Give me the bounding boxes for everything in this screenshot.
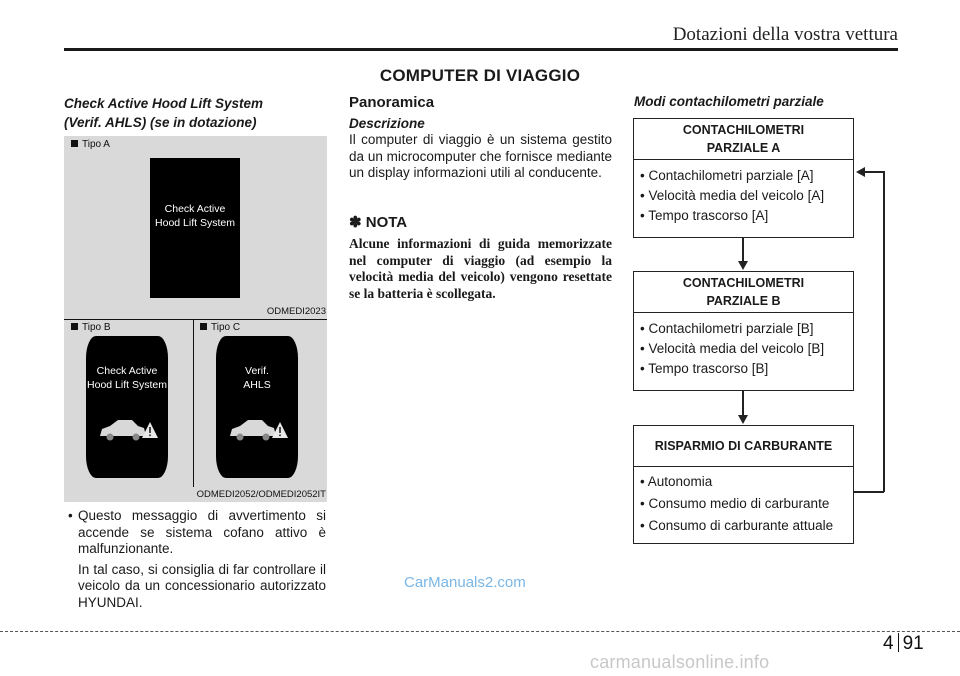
figure-code-top: ODMEDI2023 [266, 306, 326, 317]
figure-label-text: Tipo A [82, 139, 110, 150]
ahls-figure [64, 136, 327, 502]
ahls-title-line2: (Verif. AHLS) (se in dotazione) [64, 115, 257, 130]
description-paragraph: Il computer di viaggio è un sistema gestito da un microcomputer che fornisce mediante un display informazioni utili al conducente. [349, 132, 612, 180]
ahls-title [64, 94, 334, 132]
figure-divider-horizontal [64, 319, 327, 320]
page-number [883, 633, 924, 655]
ahls-title-line1: Check Active Hood Lift System [64, 96, 264, 111]
overview-title: Panoramica [349, 94, 435, 111]
ahls-bullet-text: Questo messaggio di avvertimento si accende se sistema cofano attivo è malfunzionante. [78, 508, 326, 556]
note-body: Alcune informazioni di guida memorizzate nel computer di viaggio (ad esempio la velocità media del veicolo) vengono resettate se la batteria è scollegata. [349, 236, 612, 301]
figure-label-text: Tipo B [82, 322, 111, 333]
header-rule [64, 48, 898, 51]
ahls-bullet-text2: In tal caso, si consiglia di far controllare il veicolo da un concessionario autorizzato HYUNDAI. [78, 561, 326, 610]
page-number-value: 91 [902, 633, 924, 654]
description-subtitle: Descrizione [349, 116, 425, 131]
section-title: COMPUTER DI VIAGGIO [379, 66, 581, 85]
figure-divider-vertical [193, 319, 194, 487]
trip-a-header-line1: CONTACHILOMETRI [682, 123, 805, 137]
square-bullet-icon [200, 323, 207, 330]
note-title: ✽ NOTA [349, 214, 408, 231]
trip-a-header [634, 119, 853, 160]
header-title: Dotazioni della vostra vettura [672, 24, 898, 45]
figure-label-tipo-a [71, 139, 110, 150]
fuel-economy-box [633, 425, 854, 544]
arrow-left-icon [856, 167, 865, 177]
figure-label-text: Tipo C [211, 322, 241, 333]
figure-label-tipo-b [71, 322, 111, 333]
fuel-economy-header: RISPARMIO DI CARBURANTE [634, 426, 853, 467]
trip-b-box [633, 271, 854, 391]
chapter-number: 4 [883, 633, 894, 654]
trip-b-header [634, 272, 853, 313]
screen-b-line2: Hood Lift System [87, 379, 167, 391]
arrow-down-icon [738, 261, 748, 270]
list-item: • Consumo medio di carburante [640, 496, 830, 511]
footer-site-watermark: carmanualsonline.info [590, 652, 770, 672]
loop-line-bottom [854, 491, 884, 493]
trip-a-items [634, 160, 853, 226]
list-item: • Tempo trascorso [A] [640, 208, 769, 223]
screen-b-line1: Check Active [96, 365, 158, 377]
list-item: • Contachilometri parziale [B] [640, 321, 814, 336]
footer-rule [0, 631, 960, 632]
fuel-economy-items [634, 467, 853, 537]
trip-b-items [634, 313, 853, 379]
screen-a-line1: Check Active [164, 203, 226, 215]
trip-modes-title: Modi contachilometri parziale [634, 94, 824, 109]
car-hood-warning-icon [96, 416, 160, 444]
screen-tipo-c [216, 336, 298, 478]
loop-line-top [864, 171, 884, 173]
arrow-b-to-c-line [742, 391, 744, 416]
screen-tipo-b [86, 336, 168, 478]
list-item: • Tempo trascorso [B] [640, 361, 769, 376]
arrow-a-to-b-line [742, 238, 744, 262]
square-bullet-icon [71, 323, 78, 330]
trip-a-header-line2: PARZIALE A [706, 141, 781, 155]
car-hood-warning-icon [226, 416, 290, 444]
trip-b-header-line2: PARZIALE B [706, 294, 781, 308]
screen-tipo-a [150, 158, 240, 298]
list-item: • Autonomia [640, 474, 713, 489]
trip-b-header-line1: CONTACHILOMETRI [682, 276, 805, 290]
trip-a-box [633, 118, 854, 238]
screen-a-line2: Hood Lift System [155, 217, 235, 229]
figure-code-bottom: ODMEDI2052/ODMEDI2052IT [196, 489, 326, 500]
arrow-down-icon [738, 415, 748, 424]
list-item: • Velocità media del veicolo [A] [640, 188, 825, 203]
figure-label-tipo-c [200, 322, 240, 333]
watermark: CarManuals2.com [404, 574, 526, 591]
bullet-dot: • [68, 508, 73, 523]
screen-c-line2: AHLS [243, 379, 271, 391]
list-item: • Contachilometri parziale [A] [640, 168, 814, 183]
list-item: • Consumo di carburante attuale [640, 518, 834, 533]
page-separator [898, 633, 899, 652]
square-bullet-icon [71, 140, 78, 147]
ahls-bullet [64, 508, 326, 611]
list-item: • Velocità media del veicolo [B] [640, 341, 825, 356]
screen-c-line1: Verif. [245, 365, 269, 377]
loop-line-vertical [883, 171, 885, 492]
